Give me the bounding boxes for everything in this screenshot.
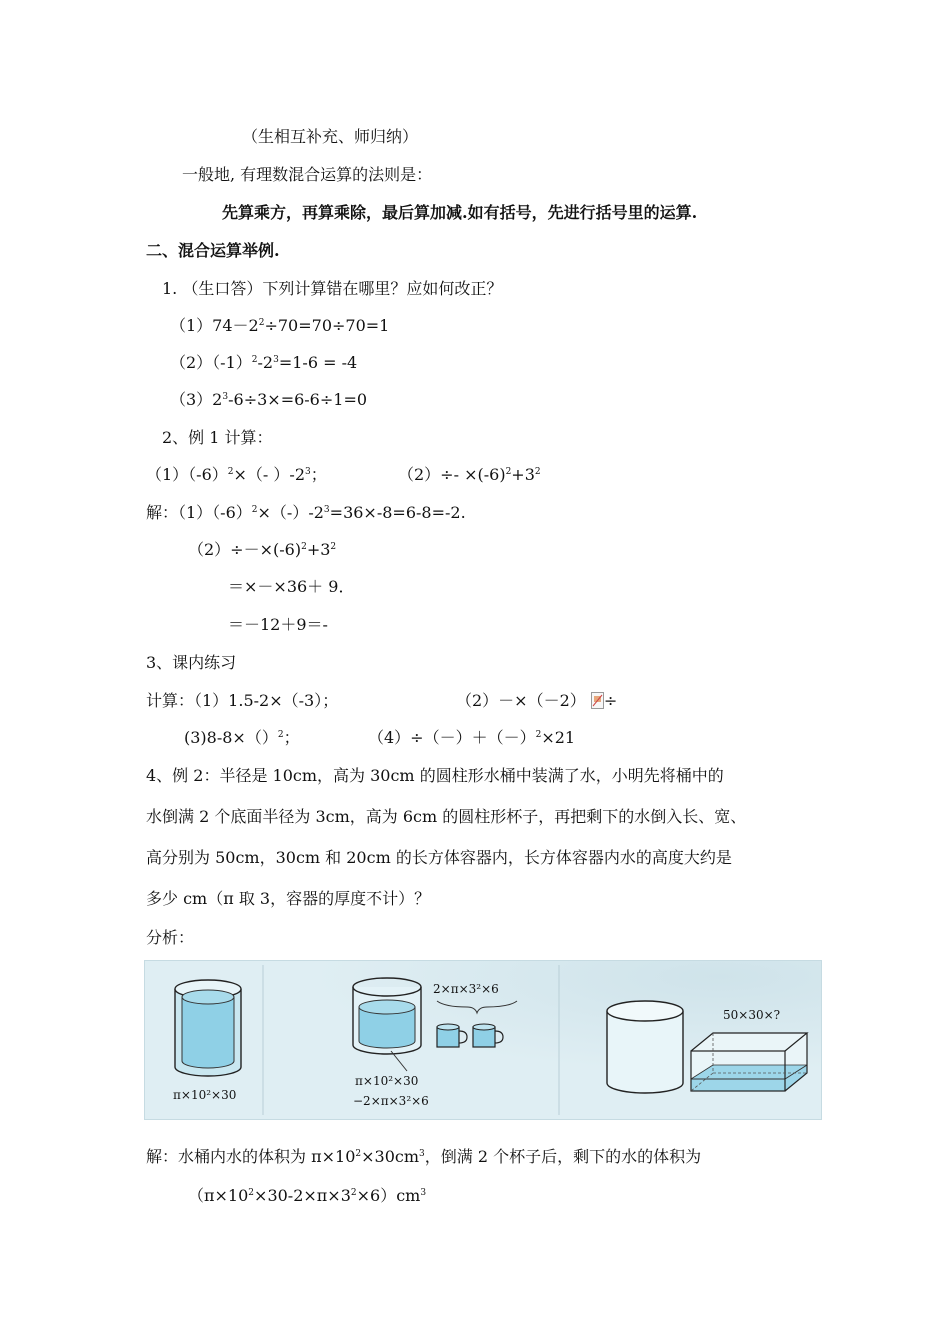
example-2-line-1: 4、例 2：半径是 10cm，高为 30cm 的圆柱形水桶中装满了水，小明先将桶中的	[146, 766, 724, 785]
solution-2-step-2: ＝－12＋9＝-	[228, 615, 328, 634]
panel-2-top-label: 2×π×3²×6	[433, 982, 499, 996]
bucket-partial	[353, 978, 421, 1054]
practice-1: 计算：（1）1.5-2×（-3）；	[146, 691, 339, 710]
panel-3-label: 50×30×?	[723, 1008, 781, 1022]
example-1-title: 2、例 1 计算：	[162, 428, 273, 447]
item-2: $(2)(-1)^2-2^3=1-6 = -4$	[170, 353, 358, 372]
practice-2: （2）－×（－2） ÷	[456, 691, 618, 710]
panel-1-label: π×10²×30	[173, 1088, 237, 1102]
rule-statement: 先算乘方，再算乘除，最后算加减.如有括号，先进行括号里的运算.	[222, 203, 698, 222]
rule-intro: 一般地, 有理数混合运算的法则是：	[182, 165, 433, 184]
example-1-problem-2: $(2)\div- \times(-6)^2+3^2$	[398, 465, 541, 484]
solution-2-step-1: ＝×－×36＋ 9．	[228, 577, 355, 596]
analysis-label: 分析：	[146, 928, 195, 947]
practice-4: $(4)\div(-)+(-)^2\times 21$	[368, 728, 576, 747]
bucket-empty	[607, 1001, 683, 1093]
analysis-figure	[144, 960, 822, 1120]
practice-title: 3、课内练习	[146, 653, 237, 672]
item-3: $(3)2^3-6\div 3\times=6-6\div 1=0$	[170, 390, 368, 409]
solution-example-2-expr: $(\pi\times 10^2\times 30-2\times\pi\times 3^2\times 6)cm^3$	[188, 1186, 427, 1205]
item-1: $(1)74-2^2\div 70=70\div 70=1$	[170, 316, 390, 335]
panel-2-label-2: −2×π×3²×6	[353, 1094, 429, 1108]
solution-2: $(2)\div-\times(-6)^2+3^2$	[188, 540, 337, 559]
broken-image-icon	[591, 692, 604, 709]
question-1: 1. （生口答）下列计算错在哪里？应如何改正？	[162, 279, 503, 298]
bucket-full	[175, 980, 241, 1076]
example-2-line-4: 多少 cm（π 取 3，容器的厚度不计）？	[146, 889, 431, 908]
example-1-problems: $(1)(-6)^2\times(-$ ）$-2^3$；	[146, 465, 327, 484]
practice-3: (3)8-8×（）$^2$；	[184, 728, 300, 747]
example-2-line-3: 高分别为 50cm，30cm 和 20cm 的长方体容器内，长方体容器内水的高度大约是	[146, 848, 732, 867]
solution-example-2: 解：水桶内水的体积为 $\pi\times 10^2\times 30cm^3$，倒满 2 个杯子后，剩下的水的体积为	[146, 1147, 702, 1166]
box-container	[691, 1033, 807, 1091]
note-line: （生相互补充、师归纳）	[242, 127, 419, 146]
example-2-line-2: 水倒满 2 个底面半径为 3cm，高为 6cm 的圆柱形杯子，再把剩下的水倒入长、宽、	[146, 807, 747, 826]
solution-1: 解：$(1)(-6)^2\times(-)-2^3=36\times-8=6-8=-2$.	[146, 503, 466, 522]
panel-2-label-1: π×10²×30	[355, 1074, 419, 1088]
section-heading: 二、混合运算举例.	[146, 241, 280, 260]
